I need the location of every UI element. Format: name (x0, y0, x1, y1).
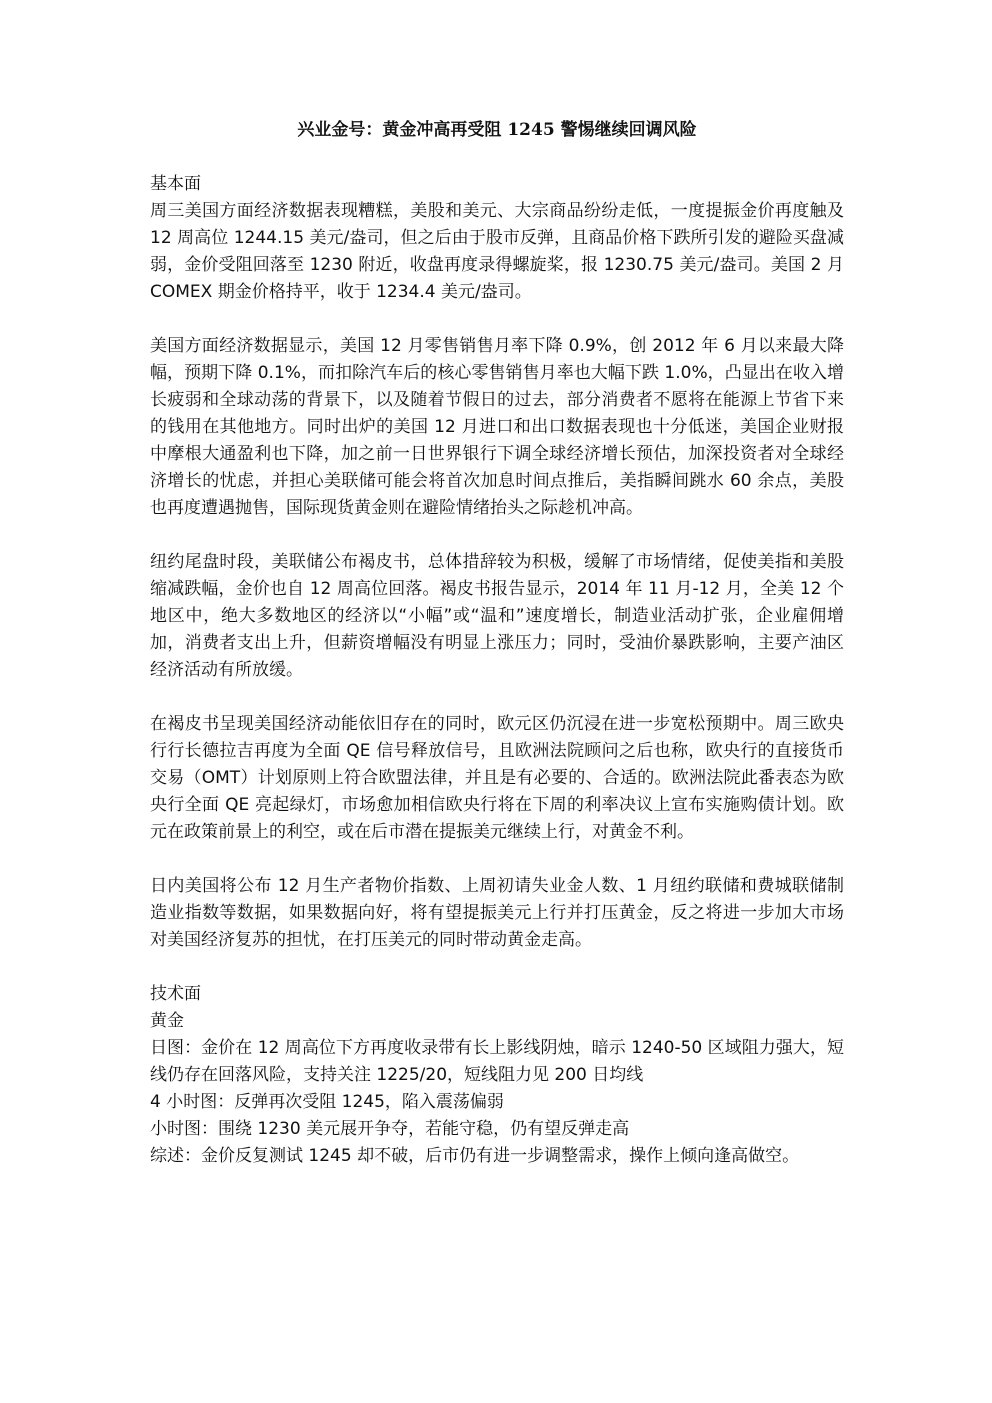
fundamentals-paragraph-2: 美国方面经济数据显示，美国 12 月零售销售月率下降 0.9%，创 2012 年 6 月以来最大降幅，预期下降 0.1%，而扣除汽车后的核心零售销售月率也大幅下跌 1.0%，凸显出在收入增长疲弱和全球动荡的背景下，以及随着节假日的过去，部分消费者不愿将在能源上节省下来的钱用在其他地方。同时出炉的美国 12 月进口和出口数据表现也十分低迷，美国企业财报中摩根大通盈利也下降，加之前一日世界银行下调全球经济增长预估，加深投资者对全球经济增长的忧虑，并担心美联储可能会将首次加息时间点推后，美指瞬间跳水 60 余点，美股也再度遭遇抛售，国际现货黄金则在避险情绪抬头之际趁机冲高。 (150, 336, 844, 518)
fundamentals-paragraph-4: 在褐皮书呈现美国经济动能依旧存在的同时，欧元区仍沉浸在进一步宽松预期中。周三欧央行行长德拉吉再度为全面 QE 信号释放信号，且欧洲法院顾问之后也称，欧央行的直接货币交易（OMT）计划原则上符合欧盟法律，并且是有必要的、合适的。欧洲法院此番表态为欧央行全面 QE 亮起绿灯，市场愈加相信欧央行将在下周的利率决议上宣布实施购债计划。欧元在政策前景上的利空，或在后市潜在提振美元继续上行，对黄金不利。 (150, 714, 844, 842)
section-heading-technicals: 技术面 (150, 984, 201, 1004)
subheading-gold: 黄金 (150, 1011, 184, 1031)
technical-line-4hour: 4 小时图：反弹再次受阻 1245，陷入震荡偏弱 (150, 1092, 504, 1112)
paragraph-spacer (150, 306, 844, 333)
technical-line-hourly: 小时图：围绕 1230 美元展开争夺，若能守稳，仍有望反弹走高 (150, 1119, 630, 1139)
paragraph-spacer (150, 684, 844, 711)
paragraph-spacer (150, 846, 844, 873)
fundamentals-paragraph-1: 周三美国方面经济数据表现糟糕，美股和美元、大宗商品纷纷走低，一度提振金价再度触及 12 周高位 1244.15 美元/盎司，但之后由于股市反弹，且商品价格下跌所引发的避险买盘减弱，金价受阻回落至 1230 附近，收盘再度录得螺旋桨，报 1230.75 美元/盎司。美国 2 月 COMEX 期金价格持平，收于 1234.4 美元/盎司。 (150, 201, 844, 302)
fundamentals-paragraph-3: 纽约尾盘时段，美联储公布褐皮书，总体措辞较为积极，缓解了市场情绪，促使美指和美股缩减跌幅，金价也自 12 周高位回落。褐皮书报告显示，2014 年 11 月-12 月，全美 12 个地区中，绝大多数地区的经济以“小幅”或“温和”速度增长，制造业活动扩张，企业雇佣增加，消费者支出上升，但薪资增幅没有明显上涨压力；同时，受油价暴跌影响，主要产油区经济活动有所放缓。 (150, 552, 844, 680)
document-page (150, 118, 844, 1170)
paragraph-spacer (150, 522, 844, 549)
technical-line-summary: 综述：金价反复测试 1245 却不破，后市仍有进一步调整需求，操作上倾向逢高做空。 (150, 1146, 800, 1166)
section-spacer (150, 954, 844, 981)
fundamentals-paragraph-5: 日内美国将公布 12 月生产者物价指数、上周初请失业金人数、1 月纽约联储和费城联储制造业指数等数据，如果数据向好，将有望提振美元上行并打压黄金，反之将进一步加大市场对美国经济复苏的担忧，在打压美元的同时带动黄金走高。 (150, 876, 844, 950)
section-heading-fundamentals: 基本面 (150, 174, 201, 194)
document-title: 兴业金号：黄金冲高再受阻 1245 警惕继续回调风险 (297, 120, 697, 140)
technical-line-daily: 日图：金价在 12 周高位下方再度收录带有长上影线阴烛，暗示 1240-50 区域阻力强大，短线仍存在回落风险，支持关注 1225/20，短线阻力见 200 日均线 (150, 1038, 844, 1085)
